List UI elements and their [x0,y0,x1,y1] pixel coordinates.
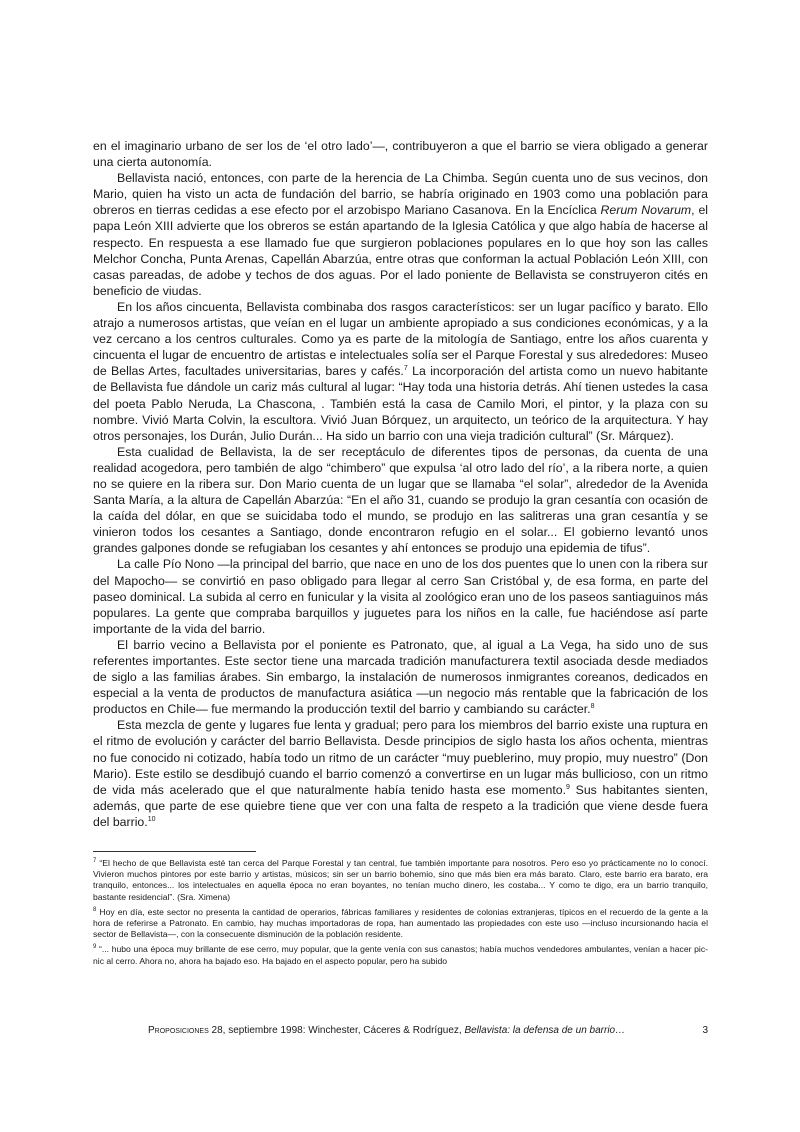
body-text [93,138,708,830]
text-run: en el imaginario urbano de ser los de ‘el otro lado’—, contribuyeron a que el barrio se viera obligado a generar una cierta autonomía. [93,139,708,170]
paragraph [93,717,708,830]
text-run: Esta cualidad de Bellavista, la de ser receptáculo de diferentes tipos de personas, da cuenta de una realidad acogedora, pero también de algo “chimbero” que expulsa ‘al otro lado del río’, a la ribera norte, a quien no se quiere en la ribera sur. Don Mario cuenta de un lugar que se llamaba “el solar”, alrededor de la Avenida Santa María, a la altura de Capellán Abarzúa: “En el año 31, cuando se produjo la gran cesantía con ocasión de la caída del dólar, en que se suicidaba todo el mundo, se produjo en las salitreras una gran cesantía y se vinieron todos los cesantes a Santiago, donde encontraron refugio en el solar... El gobierno levantó unos grandes galpones donde se refugiaban los cesantes y ahí entonces se produjo una epidemia de tifus”. [93,444,708,556]
text-run: Sus habitantes sienten, además, que parte de ese quiebre tiene que ver con una falta de respeto a la tradición que viene desde fuera del barrio. [93,782,708,829]
footer-issue: 28, septiembre 1998: Winchester, Cáceres & Rodríguez, [211,1025,462,1036]
footer-journal: Proposiciones [148,1025,209,1036]
text-run: Bellavista nació, entonces, con parte de la herencia de La Chimba. Según cuenta uno de sus vecinos, don Mario, quien ha visto un acta de fundación del barrio, se habría originado en 1903 como una población para obreros en tierras cedidas a ese efecto por el arzobispo Mariano Casanova. En la Encíclica [93,171,708,218]
text-run: En los años cincuenta, Bellavista combinaba dos rasgos característicos: ser un lugar pacífico y barato. Ello atrajo a numerosos artistas, que veían en el lugar un ambiente apropiado a sus condiciones económicas, y a la vez cercano a los centros culturales. Como ya es parte de la mitología de Santiago, entre los años cuarenta y cincuenta el lugar de encuentro de artistas e intelectuales solía ser el Parque Forestal y sus alrededores: Museo de Bellas Artes, facultades universitarias, bares y cafés. [93,299,708,379]
text-run: Esta mezcla de gente y lugares fue lenta y gradual; pero para los miembros del barrio existe una ruptura en el ritmo de evolución y carácter del barrio Bellavista. Desde principios de siglo hasta los años ochenta, mientras no fue conocido ni cotizado, había todo un ritmo de un carácter “muy pueblerino, muy propio, muy nuestro” (Don Mario). Este estilo se desdibujó cuando el barrio comenzó a convertirse en un lugar más bullicioso, con un ritmo de vida más acelerado que el que naturalmente había tenido hasta ese momento. [93,718,708,797]
text-run: , el papa León XIII advierte que los obreros se están apartando de la Iglesia Católica y que algo había de hacerse al respecto. En respuesta a ese llamado fue que surgieron poblaciones populares en lo que hoy son las calles Melchor Concha, Punta Arenas, Capellán Abarzúa, entre otras que conforman la actual Población León XIII, con casas pareadas, de adobe y techos de dos aguas. Por el lado poniente de Bellavista se construyeron cités en beneficio de viudas. [93,203,709,298]
text-run: El barrio vecino a Bellavista por el poniente es Patronato, que, al igual a La Vega, ha sido uno de sus referentes importantes. Este sector tiene una marcada tradición manufacturera textil asociada desde mediados de siglo a las familias árabes. Sin embargo, la instalación de numerosos inmigrantes coreanos, dedicados en especial a la venta de productos de manufactura asiática —un negocio más rentable que la fabricación de los productos en Chile— fue mermando la producción textil del barrio y cambiando su carácter. [93,637,708,717]
paragraph [93,299,708,444]
footnotes [93,858,708,971]
italic-text: Rerum Novarum [600,203,692,218]
footnote [93,858,708,903]
footer-article-title: Bellavista: la defensa de un barrio… [464,1025,626,1036]
document-page [93,0,708,1132]
footnote-number: 8 [93,906,97,913]
paragraph [93,170,708,299]
page-number: 3 [702,1025,708,1036]
footnote-marker: 7 [403,365,408,373]
footnote-marker: 10 [147,815,156,823]
paragraph [93,138,708,170]
paragraph [93,637,708,717]
footnote-number: 9 [93,944,97,951]
footnote-text: Hoy en día, este sector no presenta la cantidad de operarios, fábricas familiares y residentes de colonias extranjeras, típicos en el recuerdo de la gente a la hora de referirse a Patronato. En cambio, hay muchas importadoras de ropa, han aumentado las propiedades con este uso —incluso incursionando hacia el sector de Bellavista—, con la consecuente disminución de la población residente. [93,906,709,940]
footnote [93,907,708,941]
paragraph [93,556,708,636]
footnote-separator [93,851,256,852]
paragraph [93,444,708,557]
text-run: La incorporación del artista como un nuevo habitante de Bellavista fue dándole un cariz más cultural al lugar: “Hay toda una historia detrás. Ahí tienen ustedes la casa del poeta Pablo Neruda, La Chascona, . También está la casa de Camilo Mori, el pintor, y la plaza con su nombre. Vivió Marta Colvin, la escultora. Vivió Juan Bórquez, un arquitecto, un teórico de la arquitectura. Y hay otros personajes, los Durán, Julio Durán... Ha sido un barrio con una vieja tradición cultural” (Sr. Márquez). [93,364,708,443]
footnote-text: “El hecho de que Bellavista esté tan cerca del Parque Forestal y tan central, fue también importante para nosotros. Pero eso yo prácticamente no lo conocí. Vivieron muchos pintores por este barrio y artistas, músicos; sin ser un barrio bohemio, sino que más bien era más barato. Claro, este barrio era barato, era tranquilo, entonces... los intelectuales en aquella época no eran boyantes, no tenían mucho dinero, les costaba... Y como te digo, era un barrio tranquilo, bastante residencial”. (Sra. Ximena) [93,858,709,902]
page-footer [148,1024,708,1038]
footnote-marker: 8 [590,703,595,711]
footnote-marker: 9 [566,783,570,791]
footnote [93,944,708,966]
footnote-text: “... hubo una época muy brillante de ese cerro, muy popular, que la gente venía con sus canastos; había muchos vendedores ambulantes, venían a hacer pic-nic al cerro. Ahora no, ahora ha bajado eso. Ha bajado en el aspecto popular, pero ha subido [93,944,708,966]
text-run: La calle Pío Nono —la principal del barrio, que nace en uno de los dos puentes que lo unen con la ribera sur del Mapocho— se convirtió en paso obligado para llegar al cerro San Cristóbal y, de esa forma, en parte del paseo dominical. La subida al cerro en funicular y la visita al zoológico eran uno de los paseos santiaguinos más populares. La gente que compraba barquillos y juguetes para los niños en la calle, fue haciéndose así parte importante de la vida del barrio. [93,557,708,636]
footnote-number: 7 [93,858,97,864]
